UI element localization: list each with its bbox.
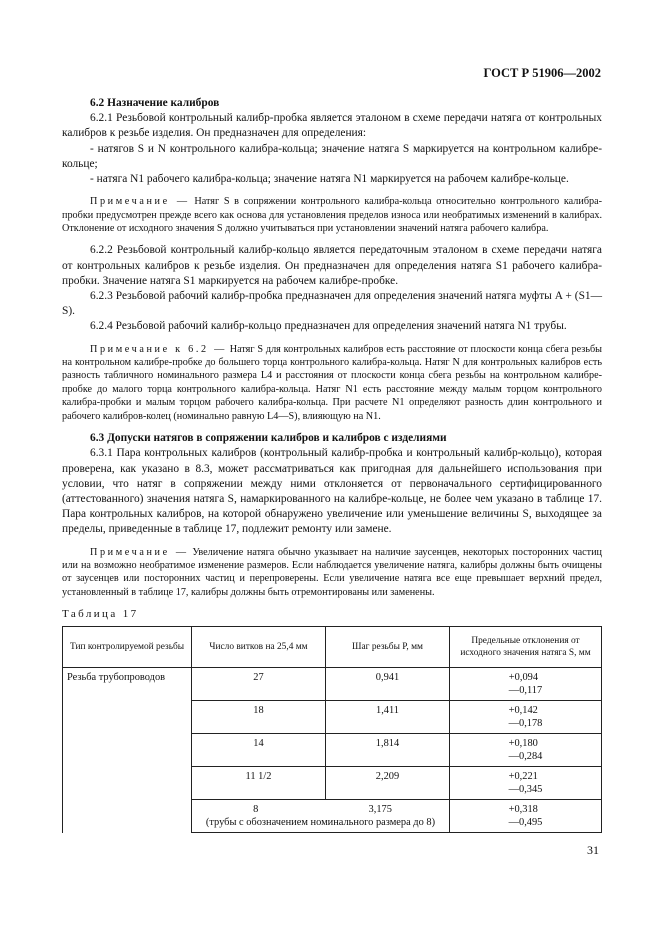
cell-turns: 14	[192, 734, 326, 767]
note-1-label: Примечание —	[90, 196, 190, 208]
cell-turns-pitch-merged	[192, 800, 450, 833]
dev-lower: —0,117	[508, 685, 543, 697]
cell-pitch: 1,814	[326, 734, 450, 767]
para-6-2-2: 6.2.2 Резьбовой контрольный калибр-кольцо является передаточным эталоном в схеме передачи натяга от контрольных калибров к резьбе изделия. Он предназначен для определения натяга S1 рабочего калибра-пробки. Значение натяга S1 маркируется на рабочем калибре-пробке.	[62, 244, 602, 287]
cell-deviation	[450, 734, 602, 767]
para-6-2-4: 6.2.4 Резьбовой рабочий калибр-кольцо предназначен для определения значений натяга N1 трубы.	[90, 320, 567, 333]
note-2-text: Натяг S для контрольных калибров есть расстояние от плоскости конца сбега резьбы на контрольном калибре-пробке до большего торца контрольного калибра-кольца. Натяг N для контрольных калибров есть разность табличного номинального размера L4 и расстояния от плоскости конца сбега резьбы на контрольном калибре-пробке до малого торца контрольного калибра-кольца. Натяг N1 есть расстояние между малым торцом контрольного калибра-пробки и малым торцом рабочего калибра-кольца. При расчете N1 определяют разность длин контрольного и рабочего калибров-колец (номинально равную L4—S), влияющую на N1.	[62, 343, 602, 422]
bullet-2: - натяга N1 рабочего калибра-кольца; значение натяга N1 маркируется на рабочем калибре-кольце.	[90, 173, 569, 186]
last-row-note: (трубы с обозначением номинального размера до 8)	[205, 817, 436, 829]
dev-lower: —0,178	[508, 718, 543, 730]
note-1-text: Натяг S в сопряжении контрольного калибра-кольца относительно контрольного калибра-пробки предусмотрен прежде всего как основа для установления пределов износа или необратимых изменений в калибрах. Отклонение от исходного значения S должно учитываться при установлении значений натяга рабочего калибра.	[62, 196, 603, 235]
col-header-type: Тип контролируемой резьбы	[63, 627, 192, 668]
dev-upper: +0,180	[508, 738, 538, 750]
cell-turns: 8	[253, 804, 259, 816]
dev-upper: +0,142	[508, 705, 538, 717]
document-body	[62, 96, 602, 833]
section-6-2-title: 6.2 Назначение калибров	[90, 97, 220, 109]
page-number: 31	[587, 843, 599, 857]
section-6-3-title: 6.3 Допуски натягов в сопряжении калибров и калибров с изделиями	[90, 432, 447, 445]
cell-pitch: 0,941	[326, 668, 450, 701]
cell-turns: 18	[192, 701, 326, 734]
cell-turns: 11 1/2	[192, 767, 326, 800]
col-header-pitch: Шаг резьбы P, мм	[326, 627, 450, 668]
cell-deviation	[450, 800, 602, 833]
cell-deviation	[450, 668, 602, 701]
standard-header: ГОСТ Р 51906—2002	[483, 66, 601, 80]
table-17	[62, 626, 602, 833]
note-3	[62, 546, 602, 600]
dev-lower: —0,495	[508, 817, 543, 829]
table-row	[63, 668, 602, 701]
para-6-2-1: 6.2.1 Резьбовой контрольный калибр-пробка является эталоном в схеме передачи натяга от контрольных калибров к резьбе изделия. Он предназначен для определения:	[62, 112, 602, 140]
cell-pitch: 2,209	[326, 767, 450, 800]
note-3-label: Примечание —	[90, 546, 189, 558]
table-header-row	[63, 627, 602, 668]
note-2-label: Примечание к 6.2 —	[90, 343, 227, 355]
table-caption: Таблица 17	[62, 608, 139, 621]
para-6-2-3: 6.2.3 Резьбовой рабочий калибр-пробка предназначен для определения значений натяга муфты A + (S1—S).	[62, 290, 602, 318]
cell-pitch: 3,175	[368, 804, 392, 816]
cell-pitch: 1,411	[326, 701, 450, 734]
note-1	[62, 195, 602, 235]
col-header-turns: Число витков на 25,4 мм	[192, 627, 326, 668]
cell-turns: 27	[192, 668, 326, 701]
dev-upper: +0,221	[508, 771, 538, 783]
dev-upper: +0,094	[508, 672, 539, 684]
para-6-3-1: 6.3.1 Пара контрольных калибров (контрольный калибр-пробка и контрольный калибр-кольцо), которая проверена, как указано в 8.3, может рассматриваться как пригодная для дальнейшего использования при условии, что натяг в сопряжении между ними отклоняется от первоначального сертифицированного (аттестованного) значения натяга S, намаркированного на калибре-кольце, не более чем указано в таблице 17. Пара контрольных калибров, на которой обнаружено увеличение или уменьшение величины S, выходящее за пределы, приведенные в таблице 17, подлежит ремонту или замене.	[62, 447, 602, 536]
dev-lower: —0,345	[508, 784, 543, 796]
note-2	[62, 343, 602, 423]
dev-upper: +0,318	[508, 804, 538, 816]
col-header-deviation: Предельные отклонения от исходного значения натяга S, мм	[450, 627, 602, 668]
cell-deviation	[450, 701, 602, 734]
bullet-1: - натягов S и N контрольного калибра-кольца; значение натяга S маркируется на контрольном калибре-кольце;	[62, 142, 602, 170]
dev-lower: —0,284	[508, 751, 543, 763]
cell-thread-type: Резьба трубопроводов	[63, 668, 192, 833]
cell-deviation	[450, 767, 602, 800]
note-3-text: Увеличение натяга обычно указывает на наличие заусенцев, некоторых посторонних частиц или на возможно необратимое изменение размеров. Если наблюдается увеличение натяга, калибры должны быть очищены от заусенцев или посторонних частиц и перепроверены. Если увеличение натяга все еще превышает верхний предел, установленный в таблице 17, калибры должны быть отремонтированы или заменены.	[62, 546, 602, 598]
